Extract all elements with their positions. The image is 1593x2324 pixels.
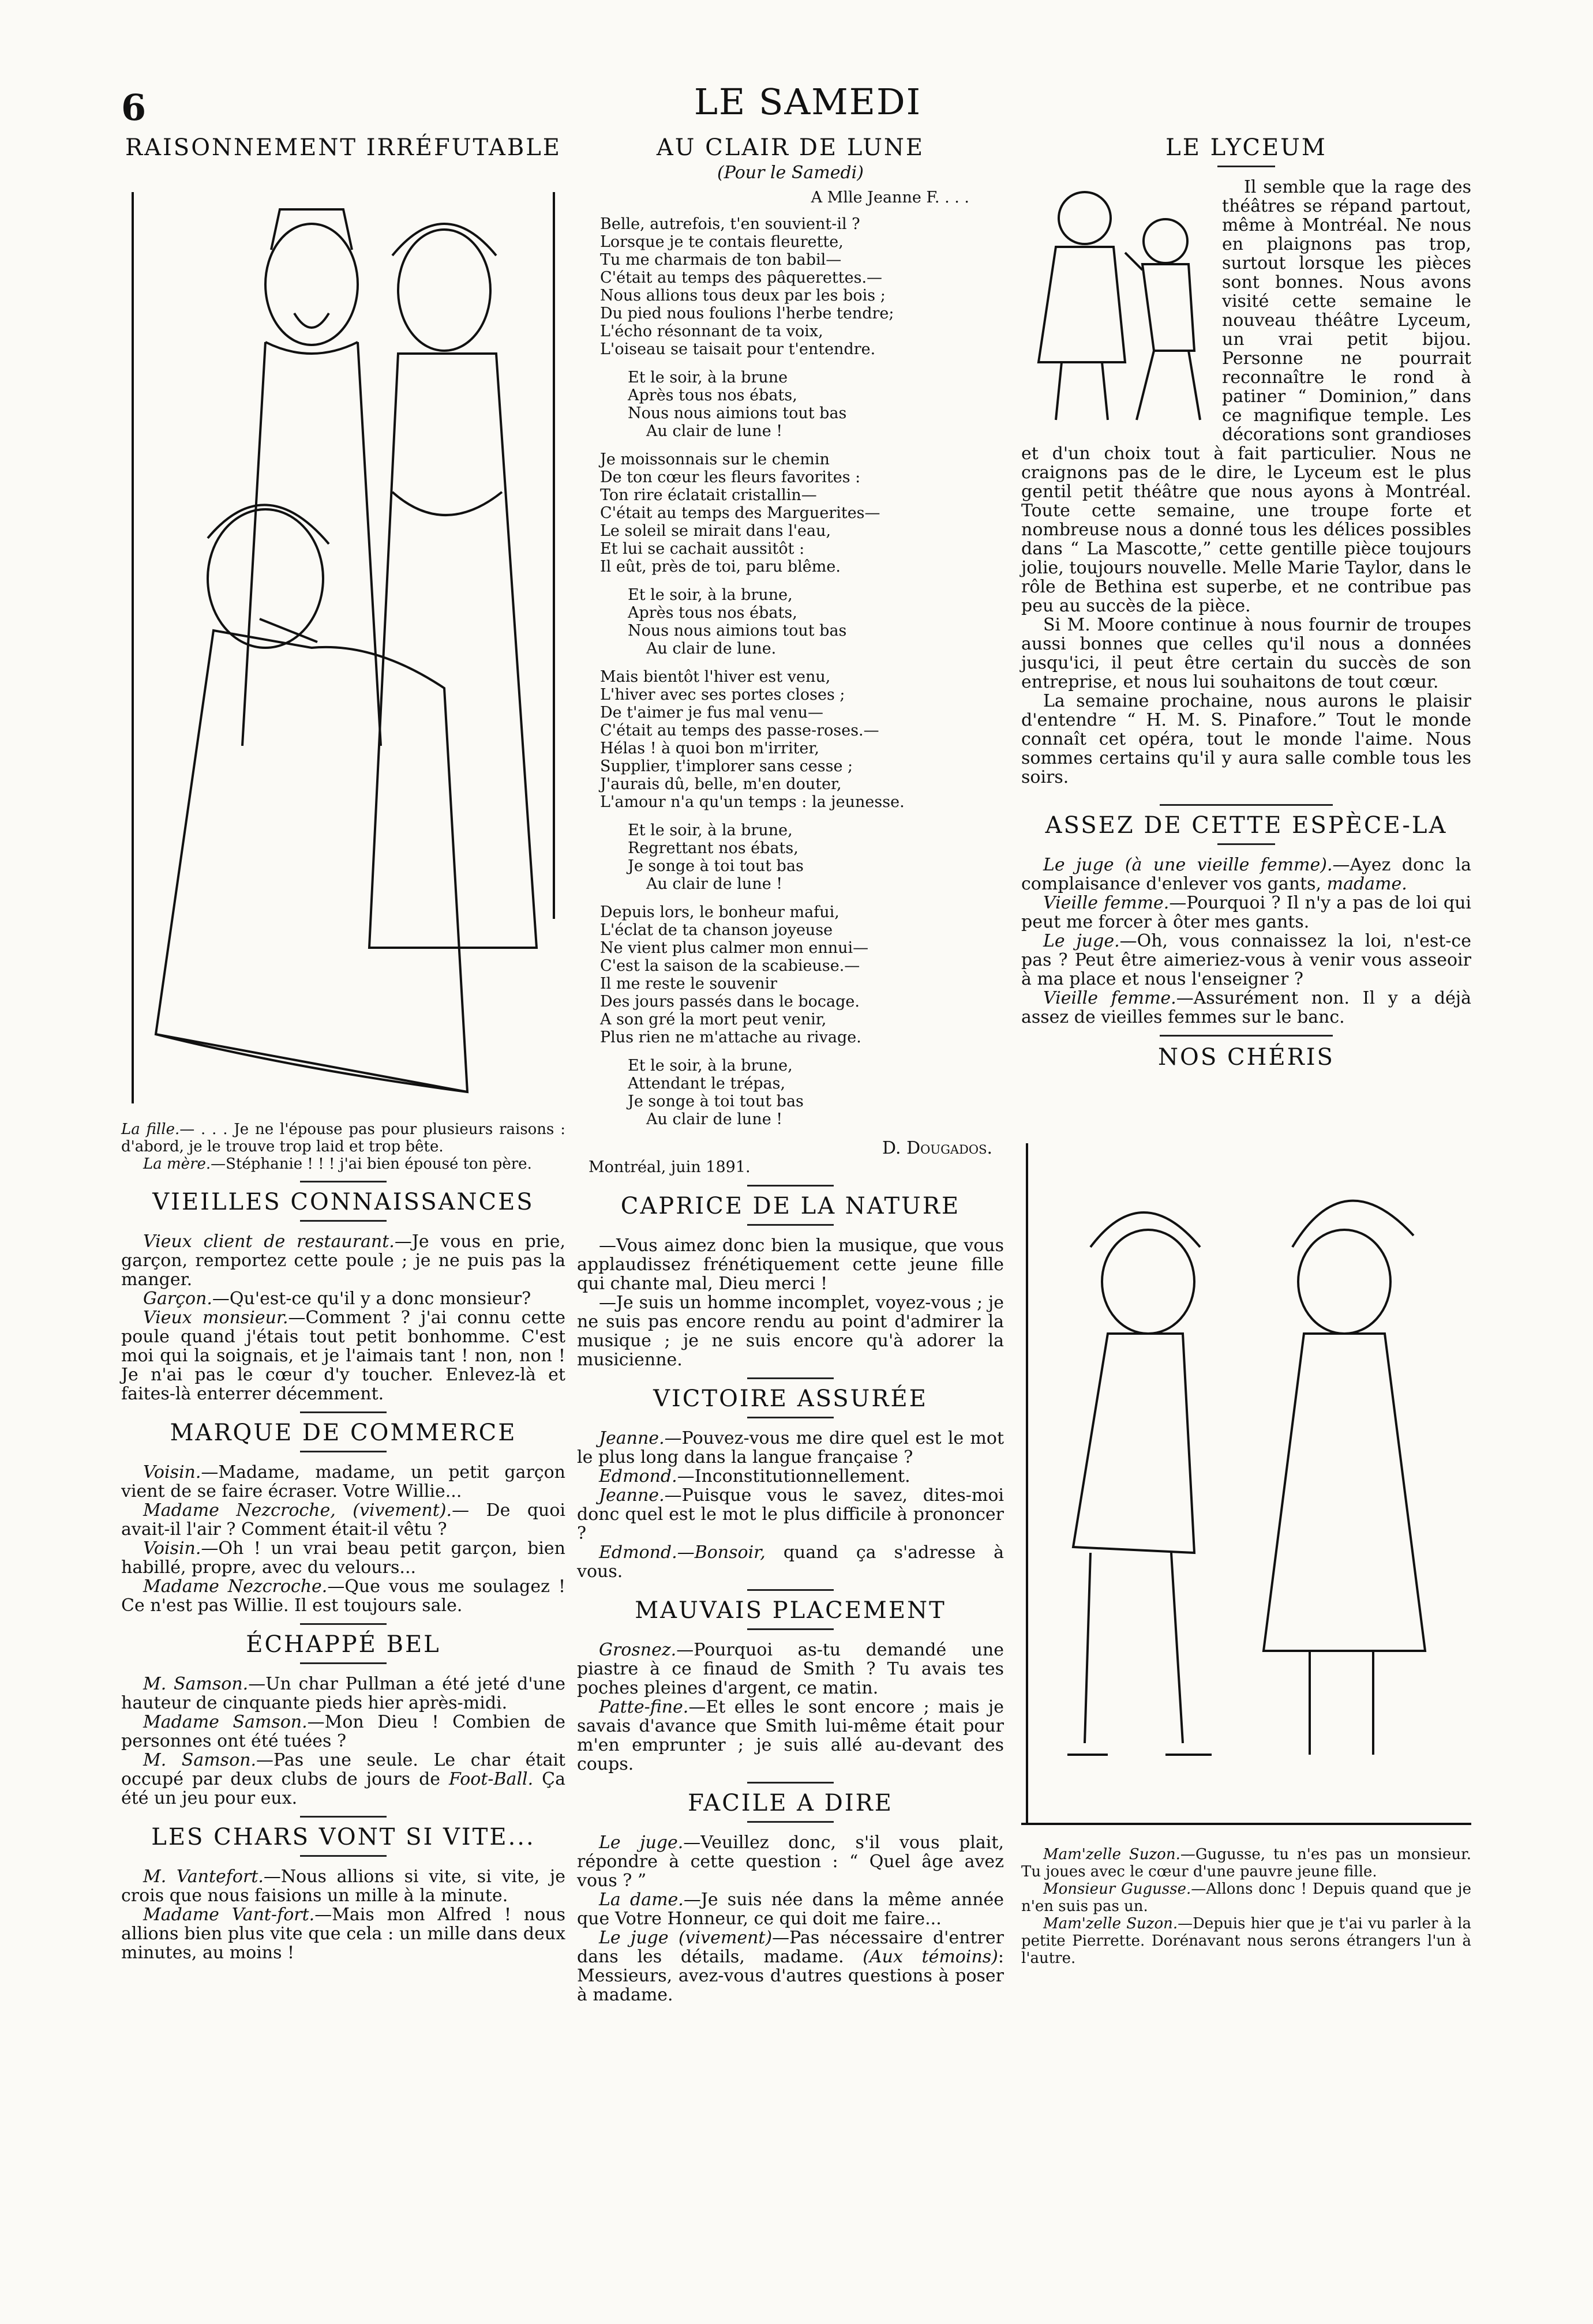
article-title: LES CHARS VONT SI VITE... bbox=[151, 1824, 535, 1850]
speaker-label: M. Vantefort. bbox=[143, 1867, 264, 1887]
dialogue-text: —Oh ! un vrai beau petit garçon, bien habillé, propre, avec du velours... bbox=[121, 1538, 565, 1578]
caption bbox=[1021, 1880, 1471, 1915]
divider bbox=[747, 1589, 834, 1591]
paragraph bbox=[121, 1463, 565, 1501]
speaker-label: Voisin. bbox=[143, 1462, 201, 1482]
poem-line: L'écho résonnant de ta voix, bbox=[600, 322, 823, 340]
caption-daughter bbox=[121, 1121, 565, 1155]
divider bbox=[300, 1662, 387, 1664]
poem-line: L'amour n'a qu'un temps : la jeunesse. bbox=[600, 793, 905, 811]
emphasis: Foot-Ball. bbox=[449, 1769, 534, 1789]
poem-line: Depuis lors, le bonheur mafui, bbox=[600, 903, 839, 921]
article-title: VIEILLES CONNAISSANCES bbox=[152, 1189, 534, 1215]
divider bbox=[300, 1220, 387, 1222]
illustration-lyceum bbox=[1021, 178, 1212, 431]
dialogue-text: —Je suis née dans la même année que Votre Honneur, ce qui doit me faire... bbox=[577, 1890, 1004, 1929]
article-title: VICTOIRE ASSURÉE bbox=[653, 1386, 928, 1412]
divider bbox=[1217, 166, 1275, 167]
poem-line: L'hiver avec ses portes closes ; bbox=[600, 686, 845, 704]
dialogue-text: quand ça s'adresse à vous. bbox=[577, 1542, 1004, 1582]
poem-line: Belle, autrefois, t'en souvient-il ? bbox=[600, 215, 860, 233]
paragraph bbox=[1021, 893, 1471, 932]
paragraph bbox=[1021, 932, 1471, 989]
article-title: AU CLAIR DE LUNE bbox=[656, 134, 925, 161]
illustration-nos-cheris bbox=[1021, 1074, 1471, 1841]
poem-stanza bbox=[600, 215, 1004, 358]
divider bbox=[1160, 1035, 1333, 1037]
paragraph bbox=[121, 1905, 565, 1962]
divider bbox=[747, 1417, 834, 1418]
poem-line: Et le soir, à la brune bbox=[628, 369, 788, 386]
poem-line: C'est la saison de la scabieuse.— bbox=[600, 957, 860, 975]
divider bbox=[300, 1855, 387, 1857]
masthead-title: LE SAMEDI bbox=[694, 81, 922, 123]
poem-line: Il me reste le souvenir bbox=[600, 975, 778, 993]
dialogue-text: —Pourquoi ? Il n'y a pas de loi qui peut me forcer à ôter mes gants. bbox=[1021, 893, 1471, 932]
article-title: ÉCHAPPÉ BEL bbox=[246, 1631, 441, 1658]
paragraph: —Vous aimez donc bien la musique, que vous applaudissez frénétiquement cette jeune fille qui chante mal, Dieu merci ! bbox=[577, 1236, 1004, 1294]
poem-line: Au clair de lune ! bbox=[646, 875, 783, 893]
paragraph bbox=[577, 1467, 1004, 1486]
speaker-label: Mam'zelle Suzon. bbox=[1043, 1846, 1180, 1863]
speaker-label: Le juge (à une vieille femme). bbox=[1043, 855, 1333, 875]
poem-line: L'oiseau se taisait pour t'entendre. bbox=[600, 340, 876, 358]
dialogue-text: —Veuillez donc, s'il vous plait, répondre à cette question : “ Quel âge avez vous ? ” bbox=[577, 1833, 1004, 1891]
poem-line: Attendant le trépas, bbox=[628, 1075, 786, 1092]
poem-line: Et le soir, à la brune, bbox=[628, 586, 793, 604]
caption-text: —Allons donc ! Depuis quand que je n'en suis pas un. bbox=[1021, 1880, 1471, 1915]
poem-line: Ne vient plus calmer mon ennui— bbox=[600, 939, 869, 957]
poem-signature: D. Dougados. bbox=[882, 1138, 992, 1158]
speaker-label: Le juge (vivement) bbox=[599, 1928, 773, 1948]
speaker-label: La fille. bbox=[121, 1121, 180, 1138]
poem-stanza bbox=[600, 821, 1004, 893]
caption bbox=[1021, 1846, 1471, 1880]
dialogue-text: —Puisque vous le savez, dites-moi donc quel est le mot le plus difficile à prononcer ? bbox=[577, 1485, 1004, 1544]
divider bbox=[747, 1628, 834, 1630]
dialogue-text: —Pas nécessaire d'entrer dans les détails, madame. bbox=[577, 1928, 1004, 1967]
poem-line: C'était au temps des Marguerites— bbox=[600, 504, 880, 522]
poem-line: Je moissonnais sur le chemin bbox=[600, 450, 830, 468]
paragraph: La semaine prochaine, nous aurons le plaisir d'entendre “ H. M. S. Pinafore.” Tout le monde connaît cet opéra, tout le monde l'aime. Nous sommes certains qu'il y aura salle comble tous les soirs. bbox=[1021, 691, 1471, 787]
page-number: 6 bbox=[121, 87, 147, 129]
poem-stanza bbox=[600, 903, 1004, 1046]
caption-mother bbox=[121, 1155, 565, 1173]
paragraph: —Je suis un homme incomplet, voyez-vous ; je ne suis pas encore rendu au point d'admirer la musique ; je ne suis encore qu'à adorer la musicienne. bbox=[577, 1293, 1004, 1370]
poem-stanza bbox=[600, 1057, 1004, 1128]
article-title: MAUVAIS PLACEMENT bbox=[635, 1597, 946, 1624]
poem-line: Lorsque je te contais fleurette, bbox=[600, 233, 844, 251]
caption bbox=[1021, 1915, 1471, 1967]
divider bbox=[747, 1782, 834, 1784]
paragraph bbox=[121, 1232, 565, 1289]
poem-line: Le soleil se mirait dans l'eau, bbox=[600, 522, 831, 540]
paragraph bbox=[577, 1429, 1004, 1467]
poem-stanza bbox=[600, 668, 1004, 811]
poem-line: J'aurais dû, belle, m'en douter, bbox=[600, 775, 842, 793]
caption-text: —Stéphanie ! ! ! j'ai bien épousé ton père. bbox=[211, 1155, 532, 1173]
article-title: NOS CHÉRIS bbox=[1158, 1044, 1335, 1071]
poem-line: Du pied nous foulions l'herbe tendre; bbox=[600, 305, 894, 322]
speaker-label: Voisin. bbox=[143, 1538, 201, 1559]
speaker-label: Le juge. bbox=[1043, 931, 1120, 951]
dialogue-text: —Madame, madame, un petit garçon vient de se faire écraser. Votre Willie... bbox=[121, 1462, 565, 1501]
illustration-family-scene bbox=[121, 169, 565, 1115]
dialogue-text: —Et elles le sont encore ; mais je savais d'avance que Smith lui-même était pour m'en emprunter ; je suis allé au-devant des coups. bbox=[577, 1697, 1004, 1774]
dialogue-text: —Comment ? j'ai connu cette poule quand j'étais tout petit bonhomme. C'est moi qui la soignais, et je l'aimais tant ! non, non ! Je n'ai pas le cœur d'y toucher. Enlevez-là et faites-là enterrer décemment. bbox=[121, 1308, 565, 1404]
divider bbox=[747, 1224, 834, 1226]
divider bbox=[1160, 804, 1333, 806]
speaker-label: Jeanne. bbox=[599, 1428, 665, 1448]
article-title: RAISONNEMENT IRRÉFUTABLE bbox=[125, 134, 561, 161]
poem-line: Ton rire éclatait cristallin— bbox=[600, 486, 817, 504]
speaker-label: Jeanne. bbox=[599, 1485, 665, 1505]
paragraph bbox=[1021, 989, 1471, 1027]
poem-subtitle: (Pour le Samedi) bbox=[717, 163, 864, 183]
paragraph bbox=[121, 1675, 565, 1713]
dialogue-text: —Mon Dieu ! Combien de personnes ont été tuées ? bbox=[121, 1712, 565, 1751]
speaker-label: Vieille femme. bbox=[1043, 893, 1170, 913]
speaker-label: M. Samson. bbox=[143, 1674, 249, 1694]
poem-line: Et le soir, à la brune, bbox=[628, 1057, 793, 1075]
poem-line: C'était au temps des passe-roses.— bbox=[600, 722, 879, 739]
paragraph bbox=[577, 1486, 1004, 1543]
poem-line: Au clair de lune ! bbox=[646, 1110, 783, 1128]
speaker-label: Mam'zelle Suzon. bbox=[1043, 1915, 1178, 1932]
speaker-label: M. Samson. bbox=[143, 1750, 256, 1770]
article-title: LE LYCEUM bbox=[1165, 134, 1327, 161]
poem-line: Des jours passés dans le bocage. bbox=[600, 993, 860, 1011]
column-3 bbox=[1021, 134, 1471, 1967]
poem-line: Au clair de lune. bbox=[646, 640, 777, 658]
speaker-label: Vieux monsieur. bbox=[143, 1308, 288, 1328]
paragraph bbox=[121, 1751, 565, 1808]
article-title: CAPRICE DE LA NATURE bbox=[620, 1193, 961, 1219]
column-2 bbox=[577, 134, 1004, 2005]
poem-line: Et le soir, à la brune, bbox=[628, 821, 793, 839]
dialogue-text: —Oh, vous connaissez la loi, n'est-ce pas ? Peut être aimeriez-vous à venir vous asseoir à ma place et nous l'enseigner ? bbox=[1021, 931, 1471, 989]
paragraph bbox=[1021, 855, 1471, 893]
dialogue-text: —Un char Pullman a été jeté d'une hauteur de cinquante pieds hier après-midi. bbox=[121, 1674, 565, 1713]
divider bbox=[747, 1185, 834, 1187]
dialogue-text: —Ayez donc la complaisance d'enlever vos gants, bbox=[1021, 855, 1471, 894]
poem-line: L'éclat de ta chanson joyeuse bbox=[600, 921, 833, 939]
poem-line: Hélas ! à quoi bon m'irriter, bbox=[600, 739, 819, 757]
poem-line: Après tous nos ébats, bbox=[628, 604, 797, 622]
stage-direction: (vivement). bbox=[353, 1500, 452, 1520]
paragraph bbox=[121, 1308, 565, 1403]
poem-line: Je songe à toi tout bas bbox=[628, 857, 804, 875]
divider bbox=[1217, 843, 1275, 845]
dialogue-text: —Assurément non. Il y a déjà assez de vieilles femmes sur le banc. bbox=[1021, 988, 1471, 1027]
dialogue-text: —Mais mon Alfred ! nous allions bien plus vite que cela : un mille dans deux minutes, au moins ! bbox=[121, 1905, 566, 1963]
poem-line: C'était au temps des pâquerettes.— bbox=[600, 269, 883, 287]
paragraph bbox=[121, 1577, 565, 1615]
dialogue-text: Ça été un jeu pour eux. bbox=[121, 1769, 565, 1808]
dialogue-text: : Messieurs, avez-vous d'autres questions à poser à madame. bbox=[577, 1947, 1004, 2005]
poem-line: Après tous nos ébats, bbox=[628, 386, 797, 404]
dialogue-text: —Je vous en prie, garçon, remportez cette poule ; je ne puis pas la manger. bbox=[121, 1232, 565, 1290]
poem-line: Il eût, près de toi, paru blême. bbox=[600, 558, 841, 576]
speaker-label: Vieille femme. bbox=[1043, 988, 1176, 1008]
paragraph bbox=[121, 1289, 565, 1308]
speaker-label: Monsieur Gugusse. bbox=[1043, 1880, 1191, 1898]
paragraph: Si M. Moore continue à nous fournir de troupes aussi bonnes que celles qu'il nous a données jusqu'ici, il peut être certain du succès de son entreprise, et nous lui souhaitons de tout cœur. bbox=[1021, 615, 1471, 692]
speaker-label: Madame Nezcroche, bbox=[143, 1500, 336, 1520]
article-title: MARQUE DE COMMERCE bbox=[170, 1420, 517, 1446]
poem bbox=[600, 215, 1004, 1128]
speaker-label: Grosnez. bbox=[599, 1640, 677, 1660]
paragraph bbox=[121, 1539, 565, 1577]
speaker-label: La dame. bbox=[599, 1890, 684, 1910]
article-title: ASSEZ DE CETTE ESPÈCE-LA bbox=[1045, 812, 1448, 839]
speaker-label: Edmond. bbox=[599, 1542, 677, 1563]
dialogue-text: —Que vous me soulagez ! Ce n'est pas Willie. Il est toujours sale. bbox=[121, 1576, 565, 1616]
divider bbox=[300, 1451, 387, 1452]
article-title: FACILE A DIRE bbox=[688, 1790, 893, 1816]
paragraph bbox=[121, 1867, 565, 1905]
poem-line: Nous allions tous deux par les bois ; bbox=[600, 287, 886, 305]
emphasis: madame. bbox=[1326, 874, 1407, 894]
dialogue-text: — De quoi avait-il l'air ? Comment était-il vêtu ? bbox=[121, 1500, 565, 1540]
speaker-label: Le juge. bbox=[599, 1833, 684, 1853]
speaker-label: Madame Nezcroche. bbox=[143, 1576, 328, 1597]
paragraph bbox=[577, 1543, 1004, 1581]
poem-line: A son gré la mort peut venir, bbox=[600, 1011, 827, 1028]
poem-stanza bbox=[600, 450, 1004, 576]
dialogue-text: —Pas une seule. Le char était occupé par deux clubs de jours de bbox=[121, 1750, 565, 1789]
divider bbox=[300, 1181, 387, 1182]
emphasis: —Bonsoir, bbox=[677, 1542, 766, 1563]
caption-text: — . . . Je ne l'épouse pas pour plusieurs raisons : d'abord, je le trouve trop laid et trop bête. bbox=[121, 1121, 565, 1155]
poem-stanza bbox=[600, 586, 1004, 658]
poem-line: Nous nous aimions tout bas bbox=[628, 404, 847, 422]
poem-line: Nous nous aimions tout bas bbox=[628, 622, 847, 640]
divider bbox=[300, 1816, 387, 1818]
poem-line: Supplier, t'implorer sans cesse ; bbox=[600, 757, 853, 775]
paragraph bbox=[577, 1890, 1004, 1928]
paragraph bbox=[121, 1501, 565, 1539]
divider bbox=[300, 1623, 387, 1625]
dialogue-text: —Qu'est-ce qu'il y a donc monsieur? bbox=[212, 1289, 531, 1309]
paragraph bbox=[121, 1713, 565, 1751]
speaker-label: Madame Samson. bbox=[143, 1712, 308, 1732]
poem-line: Mais bientôt l'hiver est venu, bbox=[600, 668, 831, 686]
paragraph bbox=[577, 1928, 1004, 2004]
speaker-label: Edmond. bbox=[599, 1466, 677, 1486]
speaker-label: Garçon. bbox=[143, 1289, 212, 1309]
speaker-label: Patte-fine. bbox=[599, 1697, 689, 1717]
poem-stanza bbox=[600, 369, 1004, 440]
poem-place-date: Montréal, juin 1891. bbox=[589, 1158, 751, 1176]
paragraph bbox=[577, 1698, 1004, 1774]
poem-line: De t'aimer je fus mal venu— bbox=[600, 704, 823, 722]
dialogue-text: —Inconstitutionnellement. bbox=[677, 1466, 910, 1486]
dialogue-text: —Pouvez-vous me dire quel est le mot le plus long dans la langue française ? bbox=[577, 1428, 1004, 1467]
divider bbox=[747, 1377, 834, 1379]
dialogue-text: —Nous allions si vite, si vite, je crois que nous faisions un mille à la minute. bbox=[121, 1867, 565, 1906]
paragraph bbox=[577, 1640, 1004, 1698]
poem-line: Tu me charmais de ton babil— bbox=[600, 251, 842, 269]
poem-line: Et lui se cachait aussitôt : bbox=[600, 540, 805, 558]
dialogue-text: —Pourquoi as-tu demandé une piastre à ce finaud de Smith ? Tu avais tes poches pleines d'argent, ce matin. bbox=[577, 1640, 1004, 1698]
caption-text: —Depuis hier que je t'ai vu parler à la petite Pierrette. Dorénavant nous serons étrangers l'un à l'autre. bbox=[1021, 1915, 1471, 1967]
poem-dedication: A Mlle Jeanne F. . . . bbox=[811, 189, 969, 207]
caption-text: —Gugusse, tu n'es pas un monsieur. Tu joues avec le cœur d'une pauvre jeune fille. bbox=[1021, 1846, 1471, 1880]
divider bbox=[747, 1821, 834, 1823]
column-1 bbox=[121, 134, 566, 1963]
divider bbox=[300, 1411, 387, 1413]
poem-line: Plus rien ne m'attache au rivage. bbox=[600, 1028, 861, 1046]
poem-line: Regrettant nos ébats, bbox=[628, 839, 799, 857]
paragraph bbox=[577, 1833, 1004, 1890]
speaker-label: Madame Vant-fort. bbox=[143, 1905, 315, 1925]
paragraph: Il semble que la rage des théâtres se répand partout, même à Montréal. Ne nous en plaignons pas trop, surtout lorsque les pièces sont bonnes. Nous avons visité cette semaine le nouveau théâtre Lyceum, un vrai petit bijou. Personne ne pourrait reconnaître le rond à patiner “ Dominion,” dans ce magnifique temple. Les décorations sont grandioses et d'un choix tout à fait particulier. Nous ne craignons pas de le dire, le Lyceum est le plus gentil petit théâtre que nous ayons à Montréal. Toute cette semaine, une troupe forte et nombreuse nous a donné tous les délices possibles dans “ La Mascotte,” cette gentille pièce toujours jolie, toujours nouvelle. Melle Marie Taylor, dans le rôle de Bethina est superbe, et ne contribue pas peu au succès de la pièce. bbox=[1021, 177, 1471, 616]
poem-line: De ton cœur les fleurs favorites : bbox=[600, 468, 861, 486]
poem-line: Je songe à toi tout bas bbox=[628, 1092, 804, 1110]
speaker-label: Vieux client de restaurant. bbox=[143, 1232, 395, 1252]
stage-direction: (Aux témoins) bbox=[863, 1947, 998, 1967]
poem-line: Au clair de lune ! bbox=[646, 422, 783, 440]
speaker-label: La mère. bbox=[143, 1155, 211, 1173]
